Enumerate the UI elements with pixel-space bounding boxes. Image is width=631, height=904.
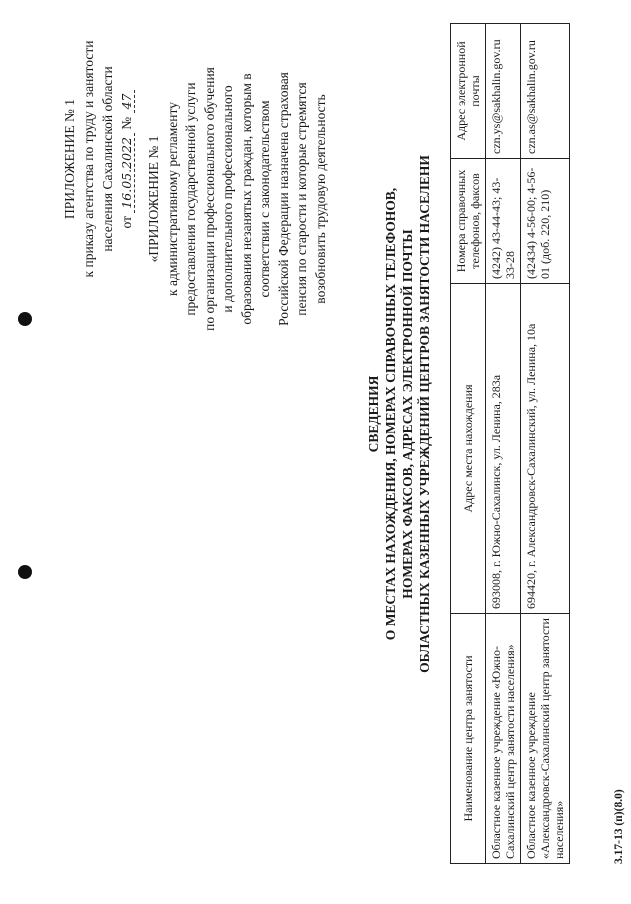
cell-phones: (4242) 43-44-43; 43-33-28: [486, 159, 521, 284]
table-row: [486, 24, 521, 864]
cell-address: 693008, г. Южно-Сахалинск, ул. Ленина, 283а: [486, 284, 521, 614]
reglament-line: пенсия по старости и которые стремятся: [294, 82, 309, 316]
document-code: 3.17-13 (п)(8.0): [613, 789, 625, 864]
reglament-line: к административному регламенту: [164, 102, 180, 296]
reglament-line: Российской Федерации назначена страховая: [275, 72, 291, 326]
appendix-title: ПРИЛОЖЕНИЕ № 1: [62, 98, 77, 220]
cell-address: 694420, г. Александровск-Сахалинский, ул. Ленина, 10а: [521, 284, 570, 614]
heading-line: О МЕСТАХ НАХОЖДЕНИЯ, НОМЕРАХ СПРАВОЧНЫХ ТЕЛЕФОНОВ,: [383, 187, 398, 641]
reglament-title: «ПРИЛОЖЕНИЕ № 1: [146, 135, 161, 263]
punch-hole-upper: [18, 312, 32, 326]
handwritten-date: 16.05.2022: [119, 133, 135, 213]
header-email: Адрес электронной почты: [451, 24, 486, 159]
cell-email: czn.ys@sakhalin.gov.ru: [486, 24, 521, 159]
appendix-line-1: к приказу агентства по труду и занятости: [81, 40, 96, 278]
table-row: [521, 24, 570, 864]
cell-center-name: Областное казенное учреждение «Южно-Сахалинский центр занятости населения»: [486, 614, 521, 864]
date-prefix: от: [119, 216, 134, 229]
heading-line: ОБЛАСТНЫХ КАЗЕННЫХ УЧРЕЖДЕНИЙ ЦЕНТРОВ ЗАНЯТОСТИ НАСЕЛЕНИ: [417, 155, 432, 673]
appendix-line-2: населения Сахалинской области: [100, 66, 115, 252]
punch-hole-lower: [18, 565, 32, 579]
cell-center-name: Областное казенное учреждение «Александровск-Сахалинский центр занятости населения»: [521, 614, 570, 864]
reglament-line: предоставления государственной услуги: [183, 82, 198, 316]
reglament-line: соответствии с законодательством: [257, 100, 272, 298]
reglament-line: возобновить трудовую деятельность: [312, 94, 328, 304]
cell-phones: (42434) 4-56-00; 4-56-01 (доб. 220, 210): [521, 159, 570, 284]
handwritten-number: 47: [119, 90, 135, 114]
header-center-name: Наименование центра занятости: [451, 614, 486, 864]
heading-line: СВЕДЕНИЯ: [366, 375, 381, 453]
heading-line: НОМЕРАХ ФАКСОВ, АДРЕСАХ ЭЛЕКТРОННОЙ ПОЧТЫ: [400, 229, 415, 599]
appendix-date-line: [117, 9, 136, 309]
reglament-line: образования незанятых граждан, которым в: [238, 73, 254, 325]
header-address: Адрес места нахождения: [451, 284, 486, 614]
reglament-appendix-block: [145, 14, 330, 384]
reglament-line: и дополнительного профессионального: [220, 85, 235, 313]
table-header-row: [451, 24, 486, 864]
header-phones: Номера справочных телефонов, факсов: [451, 159, 486, 284]
order-appendix-block: [60, 9, 136, 309]
document-heading: [365, 74, 433, 754]
employment-centers-table: [450, 23, 570, 864]
reglament-line: по организации профессионального обучения: [201, 67, 217, 331]
number-prefix: №: [119, 116, 134, 130]
cell-email: czn.as@sakhalin.gov.ru: [521, 24, 570, 159]
